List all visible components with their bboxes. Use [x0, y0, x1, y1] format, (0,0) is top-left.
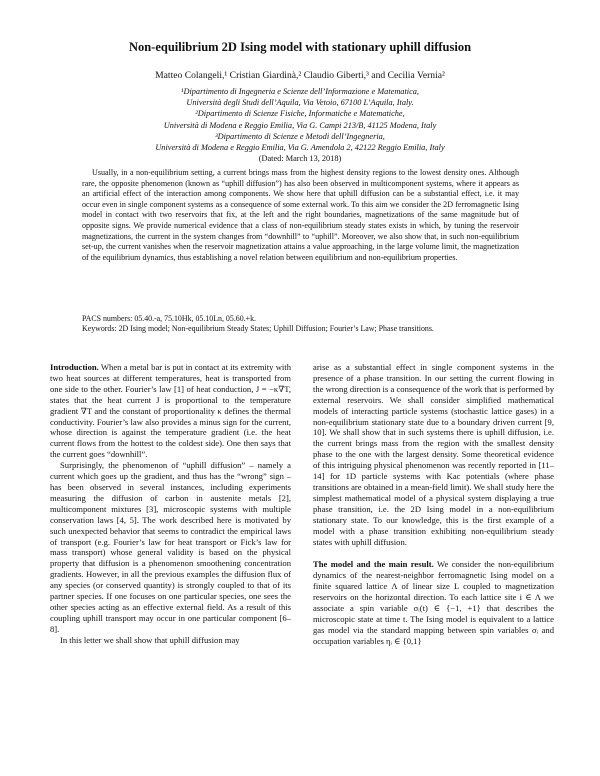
affiliation-line: Università di Modena e Reggio Emilia, Via G. Campi 213/B, 41125 Modena, Italy	[163, 120, 437, 130]
paragraph-text: When a metal bar is put in contact at its extremity with two heat sources at different temperatures, heat is transported from one side to the other. Fourier’s law [1] of heat conduction, J = −κ∇T, states that the heat current J is proportional to the temperature gradient ∇T and the constant of proportionality κ defines the thermal conductivity. Fourier’s law also provides a minus sign for the current, whose direction is against the temperature gradient (i.e. the heat current flows from the hottest to the coldest side). One then says that the current goes “downhill”.	[50, 362, 291, 460]
date-line: (Dated: March 13, 2018)	[258, 154, 342, 164]
affiliation-line: Università degli Studi dell’Aquila, Via Vetoio, 67100 L’Aquila, Italy.	[186, 98, 414, 108]
right-column	[313, 362, 554, 647]
intro-heading: Introduction.	[50, 362, 99, 372]
model-heading: The model and the main result.	[313, 559, 434, 570]
paragraph-text: We consider the non-equilibrium dynamics of the nearest-neighbor ferromagnetic Ising model on a finite squared lattice Λ of linear size L coupled to magnetization reservoirs on the horizontal direction. To each lattice site i ∈ Λ we associate a spin variable σᵢ(t) ∈ {−1, +1} that describes the microscopic state at time t. The Ising model is equivalent to a lattice gas model via the standard mapping between spin variables σᵢ and occupation variables ηᵢ ∈ {0,1}	[313, 559, 554, 646]
affiliations	[60, 86, 540, 164]
author-list: Matteo Colangeli,¹ Cristian Giardinà,² Claudio Giberti,³ and Cecilia Vernia²	[155, 70, 445, 81]
paper-title: Non-equilibrium 2D Ising model with stationary uphill diffusion	[128, 40, 472, 54]
affiliation-line: ³Dipartimento di Scienze e Metodi dell’Ingegneria,	[215, 131, 385, 141]
abstract-text: Usually, in a non-equilibrium setting, a current brings mass from the highest density regions to the lowest density ones. Although rare, the opposite phenomenon (known as “uphill diffusion”) has also been observed in multicomponent systems, where it appears as an artificial effect of the interaction among components. We show here that uphill diffusion can be a substantial effect, i.e. it may occur even in single component systems as a consequence of some external work. To this aim we consider the 2D ferromagnetic Ising model in contact with two reservoirs that fix, at the left and the right boundaries, magnetizations of the same magnitude but of opposite signs. We provide numerical evidence that a class of non-equilibrium steady states exists in which, by tuning the reservoir magnetizations, the current in the system changes from “downhill” to “uphill”. Moreover, we also show that, in such non-equilibrium set-up, the current vanishes when the reservoir magnetization attains a value approaching, in the large volume limit, the magnetization of the equilibrium dynamics, thus establishing a novel relation between equilibrium and non-equilibrium properties.	[82, 168, 519, 262]
pacs-numbers: PACS numbers: 05.40.-a, 75.10Hk, 05.10Ln, 05.60.+k.	[82, 314, 257, 323]
affiliation-line: ¹Dipartimento di Ingegneria e Scienze dell’Informazione e Matematica,	[181, 87, 419, 96]
paragraph: In this letter we shall show that uphill diffusion may	[60, 634, 240, 645]
pacs-keywords	[82, 314, 519, 334]
left-column	[50, 362, 291, 646]
paragraph: arise as a substantial effect in single component systems in the presence of a phase transition. In our setting the current flowing in the wrong direction is a consequence of the work that is performed by external reservoirs. We shall consider simplified mathematical models of interacting particle systems (stochastic lattice gases) in a non-equilibrium stationary state due to a boundary driven current [9, 10]. We shall show that in such systems there is uphill diffusion, i.e. the current brings mass from the region with the smallest density phase to the one with the largest density. Some theoretical evidence of this intriguing physical phenomenon was recently reported in [11–14] for 1D particle systems with Kac potentials (where phase transitions are obtained in a mean-field limit). We shall study here the simplest mathematical model of a physical system displaying a true phase transition, i.e. the 2D Ising model in a non-equilibrium stationary state. To our knowledge, this is the first example of a model with a phase transition exhibiting non-equilibrium steady states with uphill diffusion.	[313, 362, 554, 547]
affiliation-line: ²Dipartimento di Scienze Fisiche, Informatiche e Matematiche,	[195, 109, 405, 119]
abstract	[82, 168, 519, 263]
affiliation-line: Università di Modena e Reggio Emilia, Via G. Amendola 2, 42122 Reggio Emilia, Italy	[155, 143, 445, 153]
paragraph: Surprisingly, the phenomenon of “uphill diffusion” – namely a current which goes up the gradient, and thus has the “wrong” sign – has been observed in several instances, including experiments measuring the diffusion of carbon in austenite metals [2], multicomponent mixtures [3], microscopic systems with multiple conservation laws [4, 5]. The work described here is motivated by such unexpected behavior that seems to contradict the empirical laws of transport (e.g. Fourier’s law for heat transport or Fick’s law for mass transport) whose general validity is based on the physical property that diffusion is a phenomenon smoothening concentration gradients. However, in all the previous examples the diffusion flux of any species (or conserved quantity) is strongly coupled to that of its partner species. If one focuses on one particular species, one sees the other species acting as an effective external field. As a result of this coupling uphill transport may occur in one particular component [6–8].	[50, 460, 291, 634]
keywords: Keywords: 2D Ising model; Non-equilibrium Steady States; Uphill Diffusion; Fourier’s Law; Phase transitions.	[82, 324, 434, 334]
